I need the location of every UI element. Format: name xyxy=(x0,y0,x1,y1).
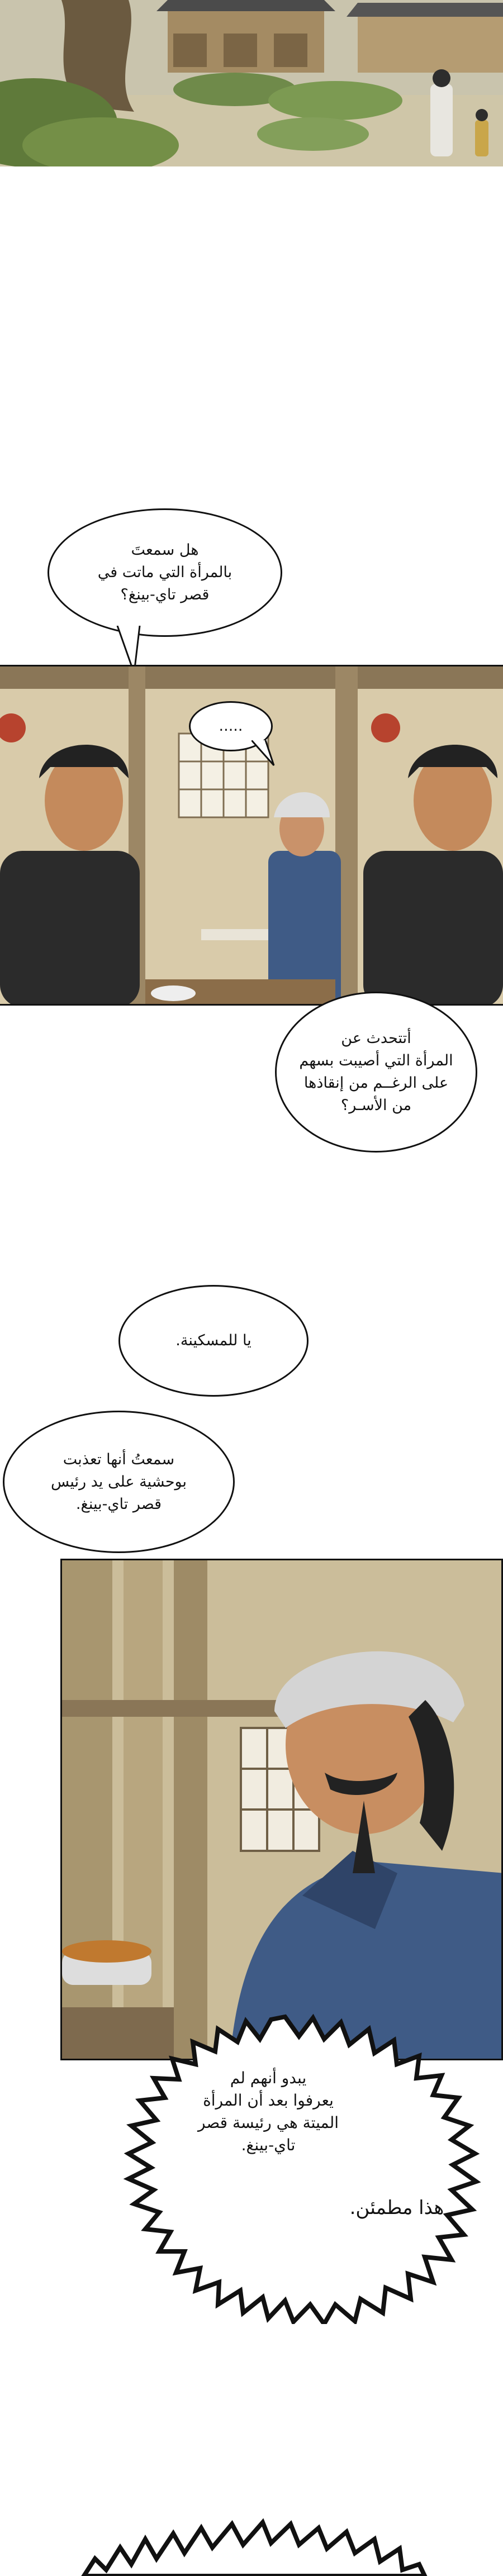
speech-bubble-4 xyxy=(118,1285,309,1397)
thought-bubble-text-1: يبدو أنهم لم يعرفوا بعد أن المرأة الميتة هي رئيسة قصر تاي-بينغ. xyxy=(197,2069,339,2154)
panel-merchant-closeup xyxy=(60,1559,503,2060)
speech-bubble-5 xyxy=(3,1411,235,1553)
speech-bubble-2-tail xyxy=(252,740,279,768)
panel-village-street xyxy=(0,0,503,166)
speech-bubble-3 xyxy=(275,992,477,1153)
merchant-closeup-illustration xyxy=(62,1560,503,2060)
thought-bubble-spiky xyxy=(78,2011,492,2324)
speech-bubble-4-text: يا للمسكينة. xyxy=(175,1332,252,1349)
speech-bubble-3-text: أتتحدث عن المرأة التي أصيبت بسهم على الرغــم من إنقاذها من الأسـر؟ xyxy=(299,1030,453,1114)
speech-bubble-1-text: هل سمعتَ بالمرأة التي ماتت في قصر تاي-بينغ؟ xyxy=(97,541,232,603)
village-street-illustration xyxy=(0,0,503,166)
speech-bubble-5-text: سمعتُ أنها تعذبت بوحشية على يد رئيس قصر تاي-بينغ. xyxy=(51,1450,187,1513)
thought-bubble-spiky-bottom xyxy=(73,2514,430,2576)
speech-bubble-2-text: ..... xyxy=(219,717,243,735)
speech-bubble-1 xyxy=(48,508,282,637)
thought-bubble-text-2: هذا مطمئن. xyxy=(349,2197,444,2219)
